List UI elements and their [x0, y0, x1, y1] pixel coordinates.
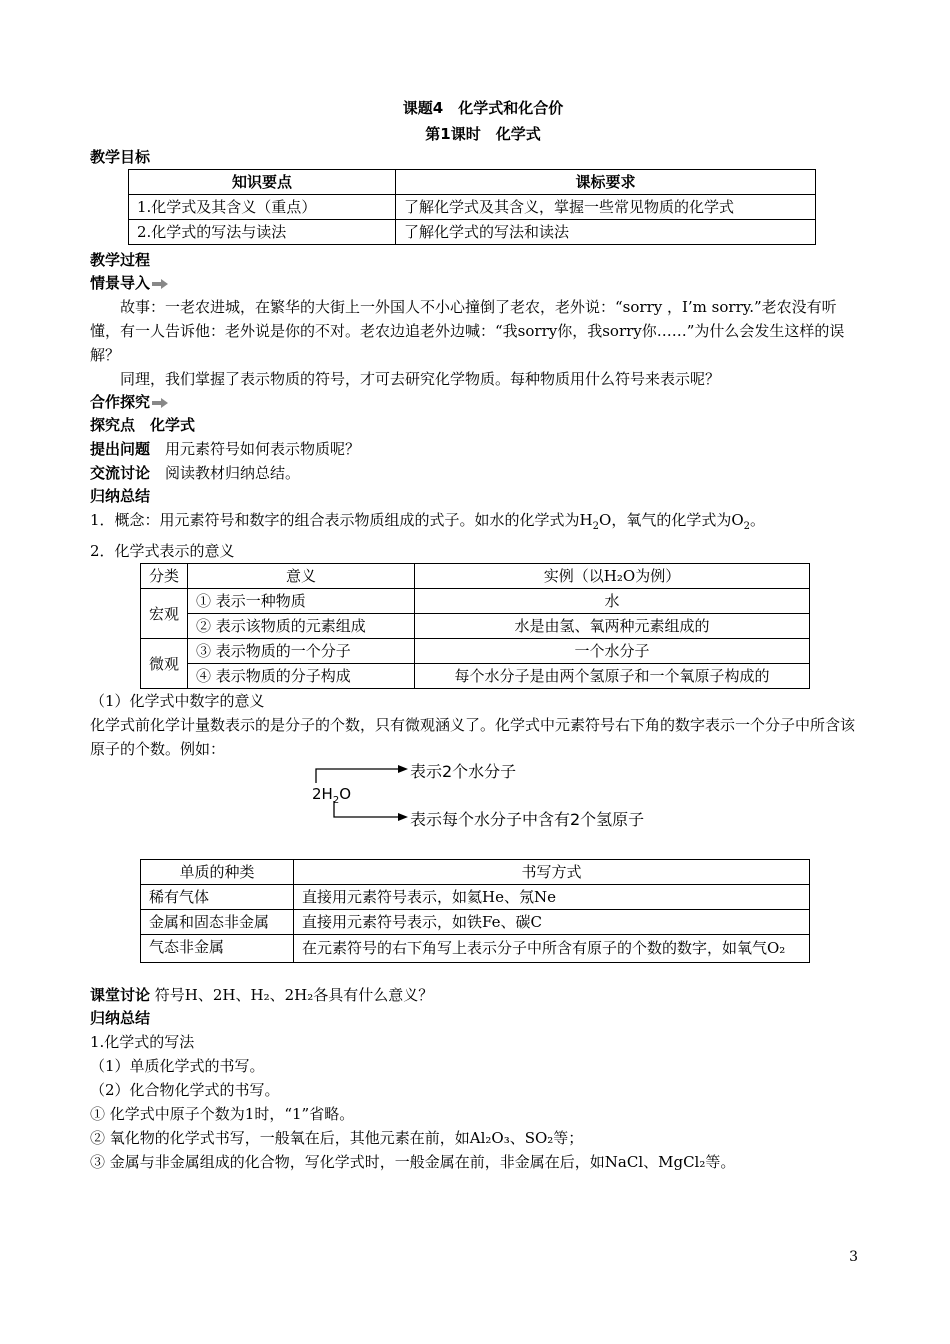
cell: 2.化学式的写法与读法 — [129, 220, 396, 245]
cell: 在元素符号的右下角写上表示分子中所含有原子的个数的数字，如氧气O₂ — [294, 935, 810, 963]
writing-line-3: ① 化学式中原子个数为1时，“1”省略。 — [90, 1105, 355, 1123]
cell: 直接用元素符号表示，如铁Fe、碳C — [294, 910, 810, 935]
cell: 了解化学式及其含义，掌握一些常见物质的化学式 — [396, 195, 816, 220]
meaning-table — [140, 563, 810, 689]
col-type: 单质的种类 — [141, 860, 294, 885]
process-heading: 教学过程 — [90, 251, 151, 269]
question-line: 提出问题 用元素符号如何表示物质呢？ — [90, 440, 361, 458]
col-meaning: 意义 — [188, 564, 415, 589]
category-cell: 宏观 — [141, 589, 188, 639]
cell: ② 表示该物质的元素组成 — [188, 614, 415, 639]
meaning-heading: 2．化学式表示的意义 — [90, 542, 235, 560]
teaching-goals-table — [128, 169, 816, 245]
formula-2h2o: $2H_2O$ — [312, 785, 352, 806]
cell: 气态非金属 — [141, 935, 294, 963]
cell: 水是由氢、氧两种元素组成的 — [415, 614, 810, 639]
cooperate-heading: 合作探究 — [90, 391, 862, 414]
lesson-subtitle: 第1课时 化学式 — [425, 125, 541, 143]
col-knowledge: 知识要点 — [129, 170, 396, 195]
cell: 水 — [415, 589, 810, 614]
number-meaning-heading: （1）化学式中数字的意义 — [90, 692, 265, 710]
summary-heading: 归纳总结 — [90, 487, 151, 505]
col-example: 实例（以H₂O为例） — [415, 564, 810, 589]
cell: 稀有气体 — [141, 885, 294, 910]
arrow-right-icon — [152, 279, 168, 289]
concept-line: 1．概念：用元素符号和数字的组合表示物质组成的式子。如水的化学式为$H_2O$，氧气的化学式为$O_2$。 — [90, 511, 766, 532]
cell: ① 表示一种物质 — [188, 589, 415, 614]
diagram-bottom-label: 表示每个水分子中含有2个氢原子 — [410, 810, 645, 829]
cell: 直接用元素符号表示，如氦He、氖Ne — [294, 885, 810, 910]
table-row — [129, 195, 816, 220]
col-writing: 书写方式 — [294, 860, 810, 885]
table-row — [141, 614, 810, 639]
table-row — [141, 589, 810, 614]
number-meaning-text: 化学式前化学计量数表示的是分子的个数，只有微观涵义了。化学式中元素符号右下角的数字表示一个分子中所含该原子的个数。例如： — [90, 716, 856, 758]
writing-line-2: （2）化合物化学式的书写。 — [90, 1081, 280, 1099]
explore-point: 探究点 化学式 — [90, 416, 196, 434]
writing-line-1: （1）单质化学式的书写。 — [90, 1057, 265, 1075]
cell: 了解化学式的写法和读法 — [396, 220, 816, 245]
cell: ③ 表示物质的一个分子 — [188, 639, 415, 664]
story-paragraph: 故事：一老农进城，在繁华的大街上一外国人不小心撞倒了老农，老外说：“sorry ，I’m sorry.”老农没有听懂，有一人告诉他：老外说是你的不对。老农边追老外边喊：“我sorry你，我sorry你……”为什么会发生这样的误解？ — [90, 298, 845, 364]
page-number: 3 — [849, 1249, 858, 1265]
writing-heading: 1.化学式的写法 — [90, 1033, 195, 1051]
class-discuss-line: 课堂讨论 符号H、2H、H₂、2H₂各具有什么意义？ — [90, 986, 434, 1004]
cell: 每个水分子是由两个氢原子和一个氧原子构成的 — [415, 664, 810, 689]
writing-line-4: ② 氧化物的化学式书写，一般氧在后，其他元素在前，如Al₂O₃、SO₂等； — [90, 1129, 584, 1147]
table-row — [141, 664, 810, 689]
lesson-title: 课题4 化学式和化合价 — [402, 99, 564, 117]
cell: ④ 表示物质的分子构成 — [188, 664, 415, 689]
arrow-right-icon — [152, 398, 168, 408]
summary2-heading: 归纳总结 — [90, 1009, 151, 1027]
cell: 金属和固态非金属 — [141, 910, 294, 935]
col-requirement: 课标要求 — [396, 170, 816, 195]
table-row — [141, 910, 810, 935]
table-row — [141, 639, 810, 664]
table-row — [129, 220, 816, 245]
element-table — [140, 859, 810, 963]
table-row — [141, 935, 810, 963]
teaching-goals-heading: 教学目标 — [90, 148, 151, 166]
cell: 一个水分子 — [415, 639, 810, 664]
table-row — [141, 885, 810, 910]
discuss-line: 交流讨论 阅读教材归纳总结。 — [90, 464, 301, 482]
cell: 1.化学式及其含义（重点） — [129, 195, 396, 220]
col-category: 分类 — [141, 564, 188, 589]
intro-heading: 情景导入 — [90, 272, 862, 295]
intro-paragraph-2: 同理，我们掌握了表示物质的符号，才可去研究化学物质。每种物质用什么符号来表示呢？ — [120, 370, 721, 388]
formula-diagram — [290, 763, 862, 859]
diagram-top-label: 表示2个水分子 — [410, 762, 517, 781]
document-page — [90, 96, 862, 1174]
writing-line-5: ③ 金属与非金属组成的化合物，写化学式时，一般金属在前，非金属在后，如NaCl、MgCl₂等。 — [90, 1153, 736, 1171]
category-cell: 微观 — [141, 639, 188, 689]
